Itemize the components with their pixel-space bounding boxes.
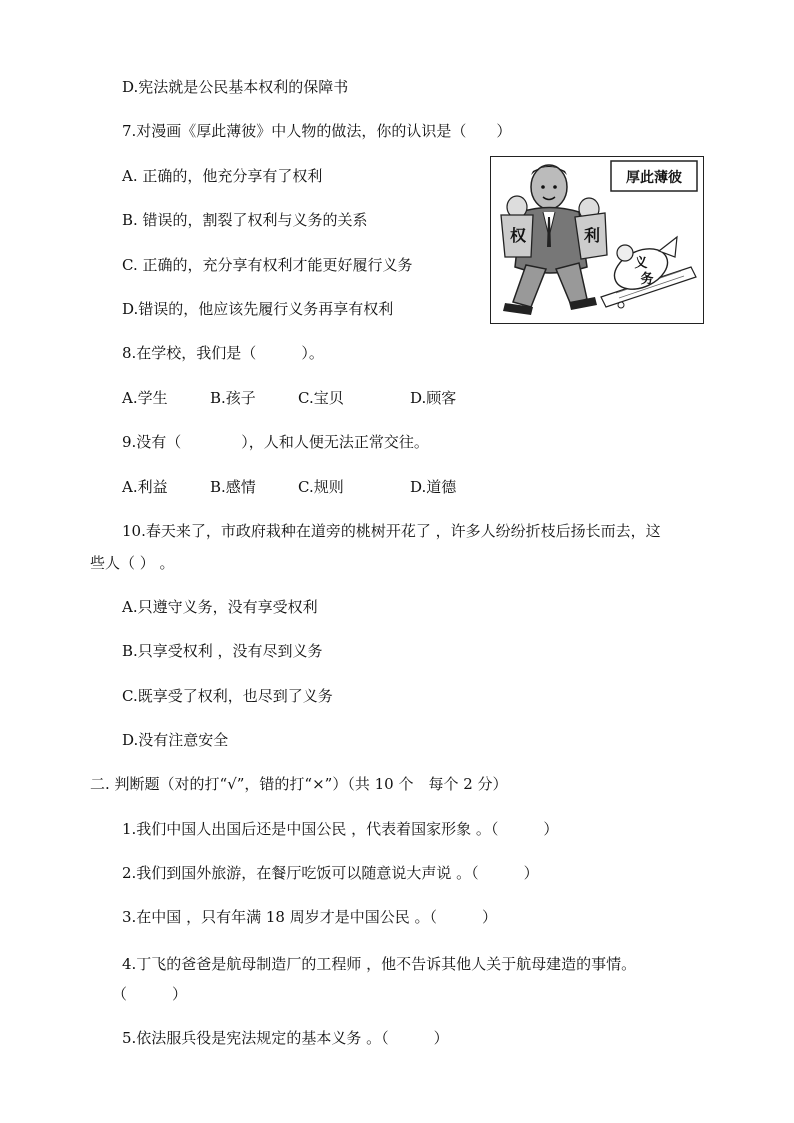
q9-option-c: C.规则 [298, 478, 344, 496]
fish-baby-head [617, 245, 633, 261]
judge-item-1: 1.我们中国人出国后还是中国公民 ，代表着国家形象 。（ ） [122, 820, 559, 838]
q8-stem: 8.在学校，我们是（ ）。 [122, 344, 324, 362]
q10-stem-line1: 10.春天来了，市政府栽种在道旁的桃树开花了 ，许多人纷纷折枝后扬长而去，这 [122, 522, 661, 540]
fish-label-top: 义 [634, 256, 648, 271]
section2-heading: 二. 判断题（对的打“√”，错的打“×”）（共 10 个 每个 2 分） [90, 775, 508, 793]
judge-item-2: 2.我们到国外旅游，在餐厅吃饭可以随意说大声说 。（ ） [122, 864, 539, 882]
q7-option-d: D.错误的，他应该先履行义务再享有权利 [122, 300, 394, 318]
q10-option-a: A.只遵守义务，没有享受权利 [122, 598, 318, 616]
q10-option-b: B.只享受权利 ，没有尽到义务 [122, 642, 323, 660]
cartoon-title: 厚此薄彼 [626, 170, 682, 186]
man-leg-left [513, 265, 546, 307]
q7-option-b: B. 错误的，割裂了权利与义务的关系 [122, 211, 368, 229]
judge-item-3: 3.在中国 ，只有年满 18 周岁才是中国公民 。（ ） [122, 908, 497, 926]
q9-option-d: D.道德 [410, 478, 457, 496]
fish-label-bottom: 务 [640, 272, 654, 287]
q9-stem: 9.没有（ ），人和人便无法正常交往。 [122, 433, 429, 451]
q10-option-d: D.没有注意安全 [122, 731, 229, 749]
judge-item-4: 4.丁飞的爸爸是航母制造厂的工程师 ，他不告诉其他人关于航母建造的事情。 [122, 955, 637, 973]
q6-option-d: D.宪法就是公民基本权利的保障书 [122, 78, 349, 96]
q8-option-c: C.宝贝 [298, 389, 344, 407]
man-head [531, 165, 567, 209]
q8-option-b: B.孩子 [210, 389, 256, 407]
q7-option-c: C. 正确的，充分享有权利才能更好履行义务 [122, 256, 413, 274]
q8-option-d: D.顾客 [410, 389, 457, 407]
q9-option-b: B.感情 [210, 478, 256, 496]
baby2-label: 利 [583, 226, 601, 245]
cartoon-drawing [491, 157, 702, 322]
q7-stem: 7.对漫画《厚此薄彼》中人物的做法，你的认识是（ ） [122, 122, 512, 140]
cartoon-illustration [490, 156, 704, 324]
man-leg-right [556, 263, 587, 305]
q7-option-a: A. 正确的，他充分享有了权利 [122, 167, 323, 185]
judge-item-5: 5.依法服兵役是宪法规定的基本义务 。（ ） [122, 1029, 449, 1047]
baby1-label: 权 [509, 226, 527, 245]
q10-option-c: C.既享受了权利，也尽到了义务 [122, 687, 333, 705]
q10-stem-line2: 些人（ ） 。 [90, 554, 175, 572]
q8-option-a: A.学生 [122, 389, 168, 407]
judge-item-4-bracket: （ ） [112, 985, 188, 1003]
q9-option-a: A.利益 [122, 478, 168, 496]
